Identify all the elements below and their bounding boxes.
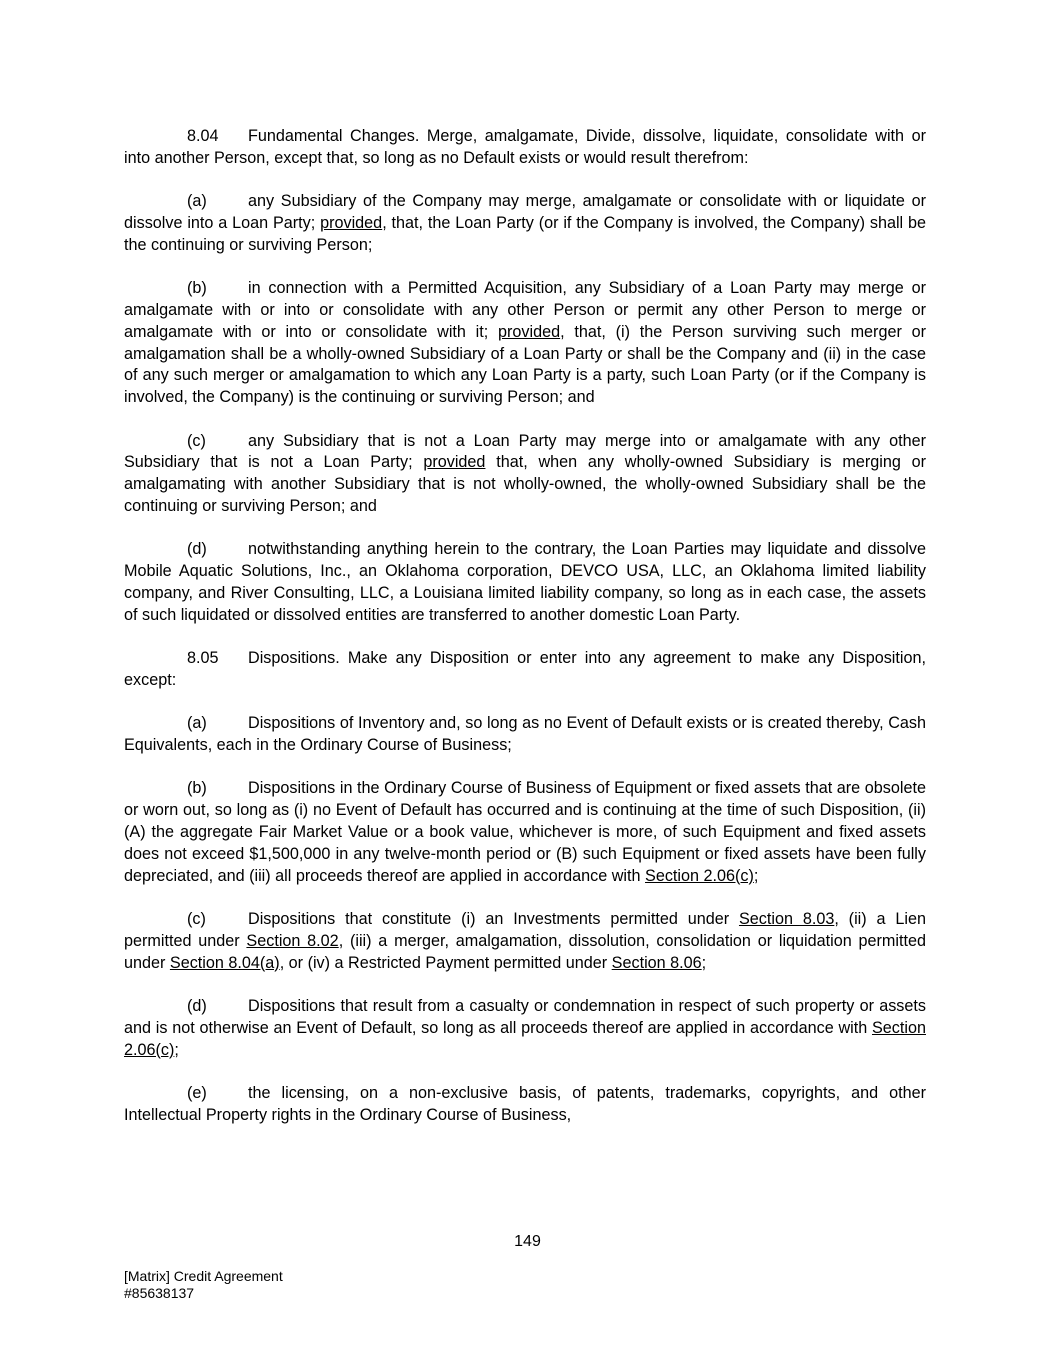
section-number: 8.05	[187, 649, 219, 668]
clause-label: (e)	[187, 1084, 207, 1103]
clause-label: (b)	[187, 279, 207, 298]
clause-text: notwithstanding anything herein to the contrary, the Loan Parties may liquidate and dissolve Mobile Aquatic Solutions, Inc., an Oklahoma corporation, DEVCO USA, LLC, an Oklahoma limited liability company, and River Consulting, LLC, a Louisiana limited liability company, so long as in each case, the assets of such liquidated or dissolved entities are transferred to another domestic Loan Party.	[124, 540, 926, 624]
clause-8-04-d	[124, 539, 926, 626]
section-reference: Section 2.06(c)	[645, 866, 754, 885]
section-reference: Section 8.03	[738, 910, 835, 929]
footer-document-title: [Matrix] Credit Agreement	[124, 1268, 283, 1284]
clause-label: (c)	[187, 910, 206, 929]
section-text: Make any Disposition or enter into any agreement to make any Disposition, except:	[124, 649, 926, 689]
clause-label: (a)	[187, 192, 207, 211]
footer-document-id: #85638137	[124, 1285, 195, 1301]
clause-8-05-b	[124, 778, 926, 887]
page-number: 149	[514, 1233, 541, 1250]
section-heading: Fundamental Changes.	[248, 127, 420, 145]
clause-text: any Subsidiary that is not a Loan Party may merge into or amalgamate with any other Subsidiary that is not a Loan Party;	[124, 431, 926, 472]
clause-label: (a)	[187, 714, 207, 733]
clause-8-05-a	[124, 713, 926, 757]
clause-text: Dispositions that result from a casualty or condemnation in respect of such property or assets and is not otherwise an Event of Default, so long as all proceeds thereof are applied in accordance with	[124, 997, 926, 1037]
clause-text: that, when any wholly-owned Subsidiary is merging or amalgamating with another Subsidiary that is not wholly-owned, the wholly-owned Subsidiary shall be the continuing or surviving Person; and	[124, 453, 926, 515]
section-8-05-paragraph	[124, 648, 926, 692]
clause-label: (d)	[187, 540, 207, 559]
underlined-term: provided	[498, 322, 561, 341]
clause-8-04-a	[124, 191, 926, 256]
section-reference: Section 8.06	[611, 953, 702, 972]
clause-text: Dispositions of Inventory and, so long as no Event of Default exists or is created thereby, Cash Equivalents, each in the Ordinary Course of Business;	[124, 714, 926, 755]
section-reference: Section 8.04(a)	[169, 953, 280, 972]
section-reference: Section 2.06(c)	[124, 1018, 926, 1059]
clause-text: any Subsidiary of the Company may merge, amalgamate or consolidate with or liquidate or dissolve into a Loan Party;	[124, 192, 926, 232]
underlined-term: provided	[320, 213, 383, 232]
clause-label: (b)	[187, 779, 207, 798]
clause-label: (d)	[187, 997, 207, 1016]
clause-8-05-e	[124, 1083, 926, 1127]
clause-8-04-c	[124, 431, 926, 518]
clause-text: , that, (i) the Person surviving such merger or amalgamation shall be a wholly-owned Subsidiary of a Loan Party or shall be the Company and (ii) in the case of any such merger or amalgamation to which any Loan Party is a party, such Loan Party (or if the Company is involved, the Company) is the continuing or surviving Person; and	[124, 322, 926, 407]
clause-text: Dispositions that constitute (i) an Investments permitted under	[248, 910, 739, 929]
clause-text: Dispositions in the Ordinary Course of Business of Equipment or fixed assets that are obsolete or worn out, so long as (i) no Event of Default has occurred and is continuing at the time of such Disposition, (ii) (A) the aggregate Fair Market Value or a book value, whichever is more, of such Equipment and fixed assets does not exceed $1,500,000 in any twelve-month period or (B) such Equipment or fixed assets have been fully depreciated, and (iii) all proceeds thereof are applied in accordance with	[124, 779, 926, 885]
section-reference: Section 8.02	[246, 931, 339, 950]
document-body	[124, 126, 926, 1148]
clause-text: , that, the Loan Party (or if the Company is involved, the Company) shall be the continuing or surviving Person;	[124, 213, 926, 254]
clause-8-04-b	[124, 278, 926, 409]
clause-8-05-c	[124, 909, 926, 974]
clause-text: ;	[753, 866, 759, 885]
clause-text: ;	[701, 953, 707, 972]
section-heading: Dispositions.	[248, 649, 340, 668]
document-footer	[124, 1268, 283, 1302]
clause-text: the licensing, on a non-exclusive basis, of patents, trademarks, copyrights, and other Intellectual Property rights in the Ordinary Course of Business,	[124, 1084, 926, 1124]
clause-text: , or (iv) a Restricted Payment permitted under	[279, 953, 612, 972]
clause-8-05-d	[124, 996, 926, 1061]
underlined-term: provided	[423, 453, 486, 472]
clause-text: ;	[174, 1040, 179, 1059]
section-8-04-paragraph	[124, 126, 926, 170]
section-number: 8.04	[187, 127, 219, 145]
clause-label: (c)	[187, 431, 206, 450]
clause-text: , (ii) a Lien permitted under	[124, 910, 926, 950]
clause-text: in connection with a Permitted Acquisition, any Subsidiary of a Loan Party may merge or amalgamate with or into or consolidate with any other Person or permit any other Person to merge or amalgamate with or into or consolidate with it;	[124, 279, 926, 341]
clause-text: , (iii) a merger, amalgamation, dissolution, consolidation or liquidation permitted under	[124, 931, 926, 972]
section-text: Merge, amalgamate, Divide, dissolve, liquidate, consolidate with or into another Person, except that, so long as no Default exists or would result therefrom:	[124, 127, 926, 167]
